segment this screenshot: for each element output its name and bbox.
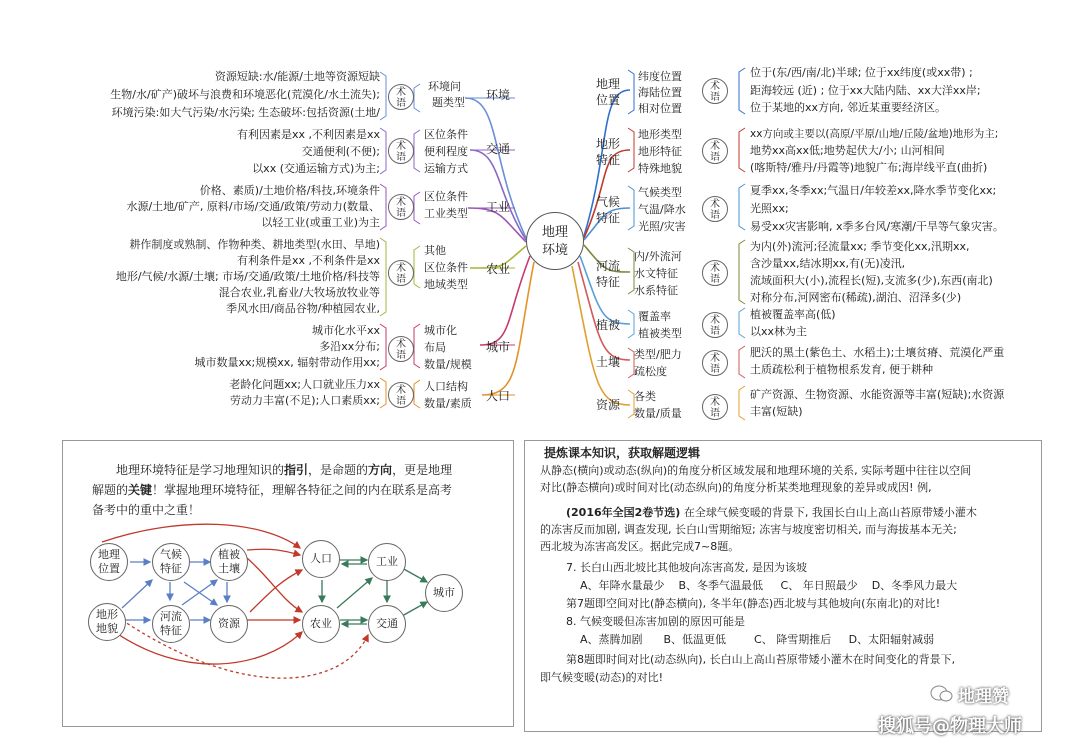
terrain-line-2: 地势xx高xx低;地势起伏大/小; 山河相间: [750, 144, 945, 157]
agri-sub-1: 其他: [424, 244, 446, 257]
terrain-sub-1: 地形类型: [638, 128, 682, 141]
city-sub-2: 布局: [424, 341, 446, 354]
exam-example: (2016年全国2卷节选) 在全球气候变暖的背景下, 我国长白山上高山苔原带矮小灌木: [566, 506, 977, 519]
city-line-3: 城市数量xx;规模xx, 辐射带动作用xx;: [194, 356, 380, 369]
watermark-sohu: 搜狐号@物理大师: [878, 716, 1022, 737]
env-line-1: 资源短缺:水/能源/土地等资源短缺: [214, 70, 380, 83]
soil-line-1: 肥沃的黑土(紫色土、水稻土);土壤贫瘠、荒漠化严重: [750, 346, 1005, 359]
soil-title: 土壤: [596, 355, 621, 369]
question-8-options: A、蒸腾加剧 B、低温更低 C、 降雪期推后 D、太阳辐射减弱: [580, 633, 935, 646]
question-8-note-1: 第8题即时间对比(动态纵向), 长白山上高山苔原带矮小灌木在时间变化的背景下,: [566, 653, 956, 666]
loc-line-1: 位于(东/西/南/北)半球; 位于xx纬度(或xx带) ;: [750, 66, 973, 79]
industry-title: 工业: [486, 200, 511, 214]
veg-sub-1: 覆盖率: [638, 310, 671, 323]
method-p1-1: 从静态(横向)或动态(纵向)的角度分析区域发展和地理环境的关系, 实际考题中往往以空间: [540, 464, 972, 477]
term-bubble-industry: 术 语: [388, 194, 414, 220]
agri-line-3: 地形/气候/水源/土壤; 市场/交通/政策/土地价格/科技等: [115, 270, 380, 283]
river-line-4: 对称分布,河网密布(稀疏),湖泊、沼泽多(少): [750, 291, 962, 304]
traffic-sub-1: 区位条件: [424, 128, 468, 141]
branch-env: [465, 98, 526, 238]
term-bubble-agri: 术 语: [388, 260, 414, 286]
veg-sub-2: 植被类型: [638, 327, 682, 340]
res-sub-2: 数量/质量: [634, 407, 682, 420]
river-sub-3: 水系特征: [634, 284, 678, 297]
pop-sub-2: 数量/素质: [424, 397, 472, 410]
industry-sub-1: 区位条件: [424, 190, 468, 203]
intro-paragraph: 地理环境特征是学习地理知识的指引，是命题的方向，更是地理 解题的关键！掌握地理环境特征，理解各特征之间的内在联系是高考 备考中的重中之重！: [92, 463, 453, 517]
climate-line-1: 夏季xx,冬季xx;气温日/年较差xx,降水季节变化xx;: [750, 184, 997, 197]
veg-line-2: 以xx林为主: [750, 325, 808, 338]
city-sub-1: 城市化: [424, 324, 457, 337]
node-traffic: 交通: [368, 605, 406, 643]
agri-line-4: 混合农业,乳畜业/大牧场放牧业等: [218, 286, 380, 299]
pop-title: 人口: [486, 389, 511, 403]
climate-line-2: 光照xx;: [750, 202, 789, 215]
node-vegetation-soil: 植被 土壤: [210, 543, 248, 581]
env-sub-1: 环境问: [428, 80, 461, 93]
node-location: 地理 位置: [90, 543, 128, 581]
env-line-3: 环境污染:如大气污染/水污染; 生态破坏:包括资源(土地/: [111, 106, 380, 119]
veg-line-1: 植被覆盖率高(低): [750, 308, 836, 321]
terrain-line-1: xx方向或主要以(高原/平原/山地/丘陵/盆地)地形为主;: [750, 128, 999, 140]
term-bubble-city: 术 语: [388, 336, 414, 362]
term-bubble-traffic: 术 语: [388, 138, 414, 164]
traffic-line-1: 有利因素是xx ,不利因素是xx: [236, 128, 380, 141]
term-bubble-env: 术 语: [388, 84, 414, 110]
question-8-note-2: 即气候变暖(动态)的对比!: [540, 671, 663, 684]
branch-pop: [482, 262, 534, 395]
industry-line-1: 价格、素质)/土地价格/科技,环境条件: [199, 184, 380, 197]
center-node: 地理 环境: [526, 212, 584, 270]
term-bubble-soil: 术 语: [702, 350, 728, 376]
terrain-sub-3: 特殊地貌: [638, 162, 682, 175]
loc-title: 地理 位置: [596, 77, 621, 107]
agri-sub-3: 地域类型: [424, 278, 468, 291]
method-p1-2: 对比(静态横向)或时间对比(动态纵向)的角度分析某类地理现象的差异或成因! 例,: [540, 481, 932, 494]
traffic-line-2: 交通便利(不便);: [301, 145, 380, 158]
terrain-line-3: (喀斯特/雅丹/丹霞等)地貌广布;海岸线平直(曲折): [750, 161, 988, 174]
agri-sub-2: 区位条件: [424, 261, 468, 274]
industry-line-2: 水源/土地/矿产, 原料/市场/交通/政策/劳动力(数量、: [126, 200, 380, 213]
pop-line-2: 劳动力丰富(不足);人口素质xx;: [229, 394, 380, 407]
pop-sub-1: 人口结构: [424, 380, 468, 393]
node-river: 河流 特征: [152, 605, 190, 643]
soil-sub-1: 类型/肥力: [634, 348, 682, 361]
traffic-title: 交通: [486, 142, 511, 156]
question-7-options: A、年降水量最少 B、冬季气温最低 C、 年日照最少 D、冬季风力最大: [580, 579, 958, 592]
question-7-note: 第7题即空间对比(静态横向), 冬半年(静态)西北坡与其他坡向(东南北)的对比!: [566, 597, 941, 610]
method-heading: 提炼课本知识，获取解题逻辑: [544, 446, 701, 460]
traffic-sub-2: 便利程度: [424, 145, 468, 158]
res-title: 资源: [596, 398, 621, 412]
exam-line-2: 的冻害反而加剧, 调查发现, 长白山雪期缩短; 冻害与坡度密切相关, 而与海拔基本无关;: [540, 523, 957, 536]
loc-sub-1: 纬度位置: [638, 70, 682, 83]
climate-sub-2: 气温/降水: [638, 203, 686, 216]
exam-line-3: 西北坡为冻害高发区。据此完成7~8题。: [540, 540, 740, 553]
question-8: 8. 气候变暖但冻害加剧的原因可能是: [566, 615, 745, 628]
river-line-1: 为内(外)流河;径流量xx; 季节变化xx,汛期xx,: [750, 240, 970, 253]
node-city: 城市: [425, 574, 463, 612]
city-sub-3: 数量/规模: [424, 358, 472, 371]
res-line-1: 矿产资源、生物资源、水能资源等丰富(短缺);水资源: [750, 388, 1005, 401]
river-line-3: 流域面积大(小),流程长(短),支流多(少),东西(南北): [750, 274, 993, 287]
traffic-sub-3: 运输方式: [424, 162, 468, 175]
loc-line-3: 位于某地的xx方向, 邻近某重要经济区。: [750, 101, 947, 114]
relationship-arrows: [62, 520, 512, 720]
river-title: 河流 特征: [596, 259, 621, 289]
agri-line-1: 耕作制度或熟制、作物种类、耕地类型(水田、旱地): [129, 238, 380, 251]
term-bubble-res: 术 语: [702, 394, 728, 420]
env-title: 环境: [486, 88, 511, 102]
terrain-title: 地形 特征: [596, 137, 621, 167]
pop-line-1: 老龄化问题xx;人口就业压力xx: [229, 378, 380, 391]
loc-sub-3: 相对位置: [638, 102, 682, 115]
traffic-line-3: 以xx (交通运输方式)为主;: [252, 162, 380, 175]
agri-line-2: 有利条件是xx ,不利条件是xx: [236, 254, 380, 267]
climate-sub-1: 气候类型: [638, 186, 682, 199]
res-line-2: 丰富(短缺): [750, 405, 803, 418]
soil-sub-2: 疏松度: [634, 365, 667, 378]
industry-sub-2: 工业类型: [424, 207, 468, 220]
river-line-2: 含沙量xx,结冰期xx,有(无)凌汛,: [750, 257, 906, 270]
wechat-logo-icon: [930, 684, 954, 704]
climate-title: 气候 特征: [596, 195, 621, 225]
node-agriculture: 农业: [302, 605, 340, 643]
loc-sub-2: 海陆位置: [638, 86, 682, 99]
term-bubble-pop: 术 语: [388, 382, 414, 408]
res-sub-1: 各类: [634, 390, 656, 403]
city-line-1: 城市化水平xx: [311, 324, 380, 337]
agri-title: 农业: [486, 262, 511, 276]
climate-sub-3: 光照/灾害: [638, 220, 686, 233]
term-bubble-climate: 术 语: [702, 196, 728, 222]
term-bubble-loc: 术 语: [702, 78, 728, 104]
env-sub-2: 题类型: [432, 96, 465, 109]
city-line-2: 多沿xx分布;: [319, 340, 380, 353]
river-sub-2: 水文特征: [634, 267, 678, 280]
term-bubble-river: 术 语: [702, 260, 728, 286]
node-terrain: 地形 地貌: [88, 603, 126, 641]
agri-line-5: 季风水田/商品谷物/种植园农业,: [226, 302, 380, 315]
term-bubble-terrain: 术 语: [702, 138, 728, 164]
term-bubble-veg: 术 语: [702, 312, 728, 338]
city-title: 城市: [486, 340, 511, 354]
env-line-2: 生物/水/矿产)破坏与浪费和环境恶化(荒漠化/水土流失);: [110, 88, 380, 101]
branch-traffic: [470, 150, 526, 240]
loc-line-2: 距海较远 (近) ; 位于xx大陆内陆、xx大洋xx岸;: [750, 84, 981, 97]
terrain-sub-2: 地形特征: [638, 145, 682, 158]
veg-title: 植被: [596, 318, 621, 332]
node-climate: 气候 特征: [152, 543, 190, 581]
node-industry: 工业: [368, 543, 406, 581]
node-resource: 资源: [210, 605, 248, 643]
watermark-account: 地理赞: [958, 687, 1009, 707]
climate-line-3: 易受xx灾害影响, x季多台风/寒潮/干旱等气象灾害。: [750, 220, 1004, 233]
soil-line-2: 土质疏松利于植物根系发育, 便于耕种: [750, 363, 933, 376]
question-7: 7. 长白山西北坡比其他坡向冻害高发, 是因为该坡: [566, 561, 807, 574]
node-population: 人口: [302, 540, 340, 578]
industry-line-3: 以轻工业(或重工业)为主: [261, 216, 380, 229]
river-sub-1: 内/外流河: [634, 250, 682, 263]
